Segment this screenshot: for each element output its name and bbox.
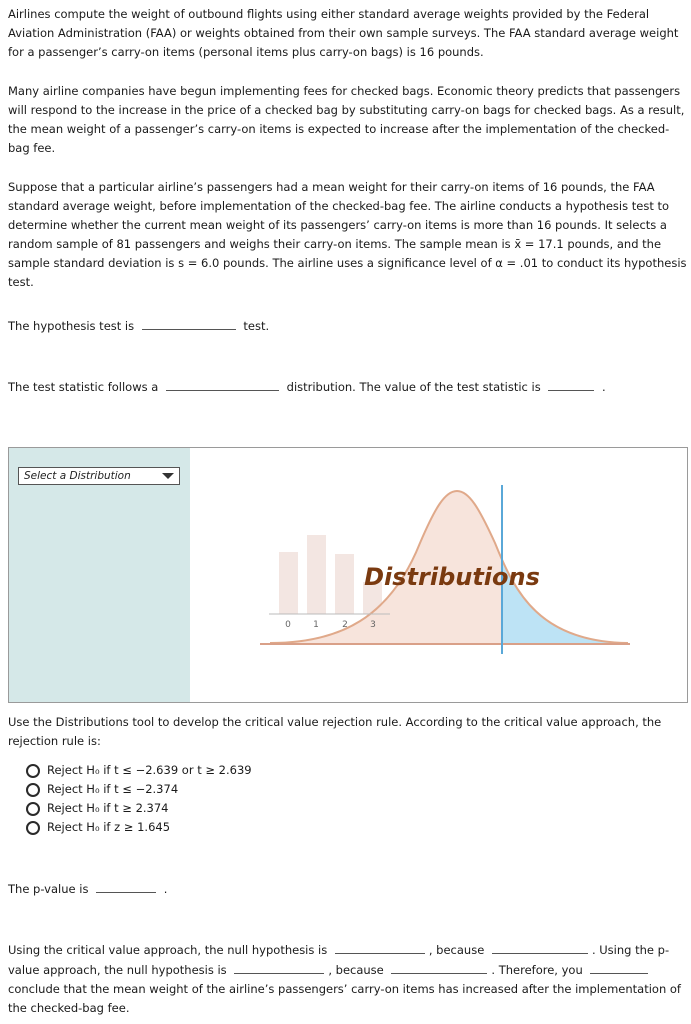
distribution-type-dropdown[interactable] [166,377,279,391]
hypothesis-question-text: The hypothesis test is [8,319,135,333]
hypothesis-question [8,316,688,336]
conclusion-text-1: Using the critical value approach, the null hypothesis is [8,943,328,957]
rejection-option-label: Reject H₀ if z ≥ 1.645 [47,820,171,834]
rejection-option-1[interactable] [26,761,252,780]
statistic-question-suffix: . [602,380,606,394]
radio-button[interactable] [26,783,40,797]
logo-bar-2 [307,535,326,614]
logo-text: Distributions [364,563,540,591]
radio-button[interactable] [26,821,40,835]
logo-bar-1 [279,552,298,614]
hypothesis-type-dropdown[interactable] [142,316,236,330]
conclusion-text-2: , because [428,943,485,957]
rejection-option-2[interactable] [26,780,252,799]
conclusion-text-4: , because [328,963,384,977]
statistic-question [8,377,688,397]
conclusion-text-5: . Therefore, you [491,963,583,977]
rejection-option-label: Reject H₀ if t ≤ −2.374 [47,782,179,796]
rejection-option-4[interactable] [26,818,252,837]
rejection-option-3[interactable] [26,799,252,818]
logo-bar-3 [335,554,354,614]
tool-control-panel [9,448,190,702]
critical-decision-dropdown[interactable] [335,940,425,954]
logo-tick-2: 2 [342,620,348,630]
rejection-option-label: Reject H₀ if t ≥ 2.374 [47,801,169,815]
intro-paragraph-2: Many airline companies have begun implementing fees for checked bags. Economic theory predicts that passengers will respond to the increase in the price of a checked bag by substituting carry-on bags for checked bags. As a result, the mean weight of a passenger’s carry-on items is expected to increase after the implementation of the checked-bag fee. [8,84,685,155]
pvalue-question-text: The p-value is [8,882,89,896]
pvalue-dropdown[interactable] [96,879,156,893]
radio-button[interactable] [26,802,40,816]
statistic-question-text: The test statistic follows a [8,380,159,394]
intro-paragraph-3: Suppose that a particular airline’s passengers had a mean weight for their carry-on items of 16 pounds, the FAA standard average weight, before implementation of the checked-bag fee. The airline conducts a hypothesis test to determine whether the current mean weight of its passengers’ carry-on items is more than 16 pounds. It selects a random sample of 81 passengers and weighs their carry-on items. The sample mean is x̄ = 17.1 pounds, and the sample standard deviation is s = 6.0 pounds. The airline uses a significance level of α = .01 to conduct its hypothesis test. [8,180,687,289]
select-distribution-dropdown[interactable] [18,467,180,485]
conclusion-text-3: . Using the p-value approach, the null hypothesis is [8,943,670,977]
pvalue-decision-dropdown[interactable] [234,960,324,974]
hypothesis-question-suffix: test. [243,319,270,333]
rejection-rule-options [26,761,252,837]
conclusion-question [8,940,688,1018]
logo-tick-1: 1 [313,620,319,630]
pvalue-reason-dropdown[interactable] [391,960,487,974]
distributions-tool [8,447,688,703]
intro-paragraph-1: Airlines compute the weight of outbound flights using either standard average weights provided by the Federal Aviation Administration (FAA) or weights obtained from their own sample surveys. The FAA standard average weight for a passenger’s carry-on items (personal items plus carry-on bags) is 16 pounds. [8,7,679,59]
logo-tick-0: 0 [285,620,291,630]
select-distribution-label: Select a Distribution [24,470,131,482]
statistic-question-middle: distribution. The value of the test statistic is [286,380,541,394]
rejection-rule-prompt: Use the Distributions tool to develop the critical value rejection rule. According to the critical value approach, the rejection rule is: [8,715,662,748]
test-statistic-input[interactable] [548,377,594,391]
logo-tick-3: 3 [370,620,376,630]
critical-reason-dropdown[interactable] [492,940,588,954]
radio-button[interactable] [26,764,40,778]
tool-display-area [190,448,687,702]
distributions-logo [190,448,687,704]
rejection-option-label: Reject H₀ if t ≤ −2.639 or t ≥ 2.639 [47,763,252,777]
pvalue-question [8,879,688,899]
chevron-down-icon [162,473,174,479]
conclusion-text-6: conclude that the mean weight of the airline’s passengers’ carry-on items has increased after the implementation of the checked-bag fee. [8,982,681,1015]
final-conclusion-dropdown[interactable] [590,960,648,974]
pvalue-question-suffix: . [163,882,168,896]
